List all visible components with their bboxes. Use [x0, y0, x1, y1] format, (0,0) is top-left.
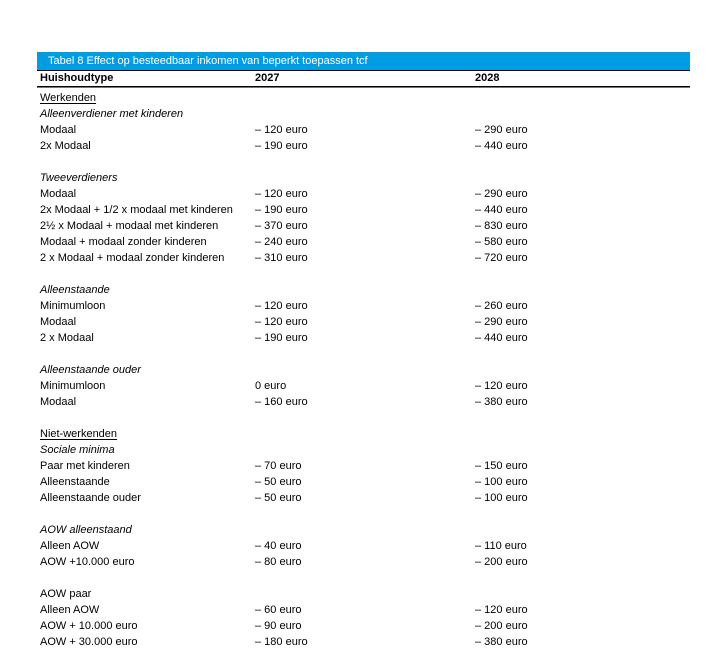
- value-2027: – 120 euro: [255, 124, 308, 136]
- value-2028: – 100 euro: [475, 476, 528, 488]
- table-row: [37, 362, 690, 378]
- row-label: Sociale minima: [40, 444, 115, 456]
- value-2027: – 50 euro: [255, 476, 302, 488]
- table-title-bar: [37, 52, 690, 70]
- table-title: Tabel 8 Effect op besteedbaar inkomen van beperkt toepassen tcf: [48, 55, 368, 67]
- value-2028: [475, 426, 690, 442]
- row-label: Paar met kinderen: [40, 460, 130, 472]
- row-label: AOW paar: [40, 588, 92, 600]
- header-rule-accent: [37, 87, 690, 88]
- value-2027: – 120 euro: [255, 300, 308, 312]
- value-2028: – 100 euro: [475, 492, 528, 504]
- table-row: [37, 138, 690, 154]
- value-2027: [255, 106, 475, 122]
- row-label: Tweeverdieners: [40, 172, 118, 184]
- table-row: [37, 570, 690, 586]
- value-2027: – 190 euro: [255, 204, 308, 216]
- row-label: Alleen AOW: [40, 540, 100, 552]
- table-row: [37, 346, 690, 362]
- value-2028: – 290 euro: [475, 124, 528, 136]
- table-row: [37, 186, 690, 202]
- value-2027: [255, 170, 475, 186]
- row-label: Alleenstaande: [40, 284, 110, 296]
- value-2027: – 160 euro: [255, 396, 308, 408]
- table-header-row: [37, 70, 690, 86]
- table-row: [37, 394, 690, 410]
- table-row: [37, 474, 690, 490]
- row-label: Alleenstaande ouder: [40, 492, 141, 504]
- row-label: Modaal: [40, 316, 77, 328]
- value-2028: – 440 euro: [475, 140, 528, 152]
- value-2027: [255, 442, 475, 458]
- value-2027: [255, 90, 475, 106]
- value-2027: – 120 euro: [255, 188, 308, 200]
- value-2028: – 440 euro: [475, 332, 528, 344]
- row-label: Modaal: [40, 396, 77, 408]
- value-2027: – 370 euro: [255, 220, 308, 232]
- row-label: Niet-werkenden: [40, 428, 118, 440]
- table-row: [37, 506, 690, 522]
- row-label: AOW + 30.000 euro: [40, 636, 138, 648]
- row-label: 2 x Modaal + modaal zonder kinderen: [40, 252, 225, 264]
- table-row: [37, 522, 690, 538]
- value-2028: [475, 522, 690, 538]
- value-2028: – 580 euro: [475, 236, 528, 248]
- value-2028: [475, 170, 690, 186]
- row-label: Modaal + modaal zonder kinderen: [40, 236, 207, 248]
- row-label: AOW + 10.000 euro: [40, 620, 138, 632]
- value-2028: [475, 282, 690, 298]
- table-row: [37, 298, 690, 314]
- row-label: AOW +10.000 euro: [40, 556, 135, 568]
- table-row: [37, 90, 690, 106]
- table-row: [37, 458, 690, 474]
- table-row: [37, 554, 690, 570]
- value-2028: – 830 euro: [475, 220, 528, 232]
- value-2028: [475, 586, 690, 602]
- value-2028: – 380 euro: [475, 396, 528, 408]
- column-header-huishoudtype: Huishoudtype: [40, 72, 114, 84]
- row-label: Modaal: [40, 124, 77, 136]
- value-2028: – 260 euro: [475, 300, 528, 312]
- row-label: Alleenstaande ouder: [40, 364, 141, 376]
- income-effect-table: [37, 52, 690, 650]
- table-row: [37, 602, 690, 618]
- value-2027: [255, 522, 475, 538]
- table-row: [37, 266, 690, 282]
- table-rows: [37, 90, 690, 650]
- value-2028: – 110 euro: [475, 540, 527, 552]
- value-2028: – 290 euro: [475, 316, 528, 328]
- value-2027: – 40 euro: [255, 540, 302, 552]
- table-row: [37, 586, 690, 602]
- value-2028: – 120 euro: [475, 604, 528, 616]
- table-row: [37, 330, 690, 346]
- table-row: [37, 154, 690, 170]
- row-label: 2x Modaal: [40, 140, 91, 152]
- value-2028: [475, 442, 690, 458]
- value-2027: [255, 362, 475, 378]
- table-row: [37, 234, 690, 250]
- value-2027: – 310 euro: [255, 252, 308, 264]
- table-row: [37, 426, 690, 442]
- row-label: AOW alleenstaand: [40, 524, 132, 536]
- table-row: [37, 282, 690, 298]
- row-label: Werkenden: [40, 92, 97, 104]
- table-row: [37, 218, 690, 234]
- table-row: [37, 202, 690, 218]
- value-2028: – 150 euro: [475, 460, 528, 472]
- row-label: Alleen AOW: [40, 604, 100, 616]
- value-2028: – 200 euro: [475, 620, 528, 632]
- table-row: [37, 106, 690, 122]
- table-row: [37, 122, 690, 138]
- value-2027: – 90 euro: [255, 620, 302, 632]
- row-label: 2 x Modaal: [40, 332, 94, 344]
- row-label: Minimumloon: [40, 380, 106, 392]
- row-label: Minimumloon: [40, 300, 106, 312]
- value-2027: – 50 euro: [255, 492, 302, 504]
- table-row: [37, 250, 690, 266]
- value-2028: – 380 euro: [475, 636, 528, 648]
- value-2028: – 720 euro: [475, 252, 528, 264]
- value-2027: – 240 euro: [255, 236, 308, 248]
- table-row: [37, 410, 690, 426]
- column-header-2028: 2028: [475, 72, 500, 84]
- value-2027: 0 euro: [255, 380, 287, 392]
- value-2028: – 200 euro: [475, 556, 528, 568]
- value-2027: – 70 euro: [255, 460, 302, 472]
- table-row: [37, 634, 690, 650]
- table-row: [37, 442, 690, 458]
- value-2027: [255, 282, 475, 298]
- value-2028: – 440 euro: [475, 204, 528, 216]
- table-row: [37, 170, 690, 186]
- table-row: [37, 314, 690, 330]
- value-2027: [255, 426, 475, 442]
- value-2028: [475, 90, 690, 106]
- row-label: Alleenverdiener met kinderen: [40, 108, 184, 120]
- table-row: [37, 538, 690, 554]
- value-2027: – 190 euro: [255, 332, 308, 344]
- value-2027: – 60 euro: [255, 604, 302, 616]
- table-row: [37, 378, 690, 394]
- row-label: 2x Modaal + 1/2 x modaal met kinderen: [40, 204, 233, 216]
- value-2027: – 80 euro: [255, 556, 302, 568]
- value-2028: – 290 euro: [475, 188, 528, 200]
- table-row: [37, 490, 690, 506]
- column-header-2027: 2027: [255, 72, 280, 84]
- value-2028: [475, 106, 690, 122]
- value-2027: – 120 euro: [255, 316, 308, 328]
- table-row: [37, 618, 690, 634]
- value-2027: – 180 euro: [255, 636, 308, 648]
- value-2027: – 190 euro: [255, 140, 308, 152]
- row-label: Alleenstaande: [40, 476, 110, 488]
- row-label: 2½ x Modaal + modaal met kinderen: [40, 220, 219, 232]
- value-2028: – 120 euro: [475, 380, 528, 392]
- value-2027: [255, 586, 475, 602]
- value-2028: [475, 362, 690, 378]
- row-label: Modaal: [40, 188, 77, 200]
